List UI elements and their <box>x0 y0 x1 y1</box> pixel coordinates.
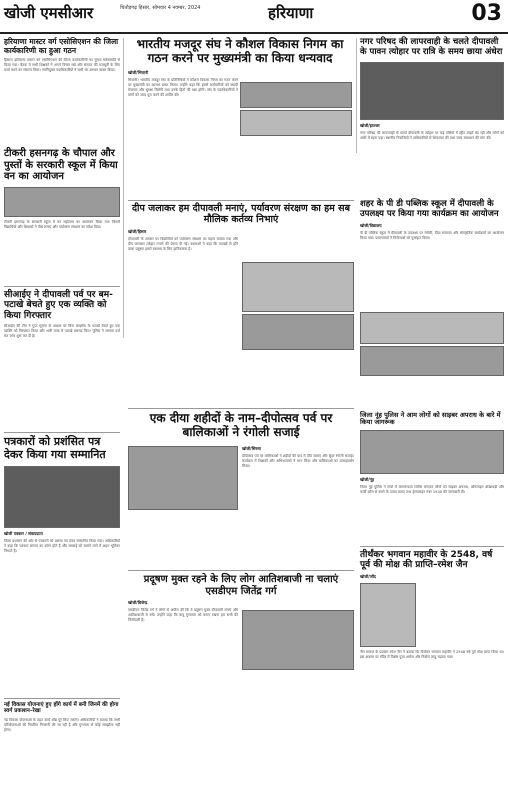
section-divider <box>128 408 354 409</box>
byline: खोजी/जींद <box>360 573 376 579</box>
article-development-plans <box>4 702 120 798</box>
byline: खोजी/नूंह <box>360 476 375 482</box>
article-nagar-parishad <box>360 38 504 187</box>
column-rule <box>356 38 357 153</box>
article-master-association <box>4 38 120 146</box>
headline: हरियाणा मास्टर वर्ग एसोसिएशन की जिला कार्यकारिणी का हुआ गठन <box>4 37 119 55</box>
headline: नई विकास योजनाएं हुए होंगे कार्य में बनी जिनमें की होगा स्वर्ग प्रकाशन–रेखा <box>4 702 119 715</box>
newspaper-brand: खोजी एमसीआर <box>4 4 94 22</box>
portrait-photo <box>360 583 416 647</box>
article-body: नगर परिषद की लापरवाही के चलते दीपावली के त्योहार पर कई गलियों में स्ट्रीट लाइटें बंद रहीं और लोगों को अंधेरे में रहना पड़ा। स्थानीय निवासियों ने अधिकारियों से शिकायत की तथा जल्द समाधान की मांग की। <box>360 130 504 140</box>
news-photo <box>360 312 504 344</box>
byline: खोजी/सिरसा <box>242 446 261 451</box>
column-rule <box>123 38 124 338</box>
article-body: जिला प्रशासन की ओर से पत्रकारों को प्रशंसा पत्र देकर सम्मानित किया गया। अधिकारियों ने कहा कि पत्रकार समाज का दर्पण होते हैं और सच्चाई को सामने लाने में अहम भूमिका निभाते हैं। <box>4 539 120 554</box>
news-photo <box>242 262 354 312</box>
article-tikri-school <box>4 148 120 282</box>
section-divider <box>360 546 504 547</box>
byline: खोजी/झज्जर <box>360 122 380 128</box>
article-body: हिसार। हरियाणा मास्टर वर्ग एसोसिएशन की जिला कार्यकारिणी का चुनाव सर्वसम्मति से किया गया। बैठक में सभी शिक्षकों ने अपने विचार रखे और संगठन की मजबूती के लिए कार्य करने का संकल्प लिया। नवनियुक्त पदाधिकारियों ने सभी का आभार व्यक्त किया। <box>4 58 120 73</box>
headline: दीप जलाकर हम दीपावली मनाएं, पर्यावरण संरक्षण का हम सब मौलिक कर्तव्य निभाएं <box>131 203 351 225</box>
news-photo <box>360 346 504 376</box>
section-divider <box>128 200 354 201</box>
headline: भारतीय मजदूर संघ ने कौशल विकास निगम का गठन करने पर मुख्यमंत्री का किया धन्यवाद <box>136 37 344 65</box>
headline: एक दीया शहीदों के नाम–दीपोत्सव पर्व पर बालिकाओं ने रंगोली सजाई <box>149 411 333 439</box>
article-body: भिवानी। भारतीय मजदूर संघ के प्रतिनिधियों ने कौशल विकास निगम का गठन करने पर मुख्यमंत्री का आभार प्रकट किया। उन्होंने कहा कि इससे कर्मचारियों को स्थायी रोजगार और सुरक्षा मिलेगी तथा उनके हितों की रक्षा होगी। संघ के पदाधिकारियों ने मांगों को जल्द पूरा करने की अपील की। <box>128 77 238 97</box>
news-photo <box>240 110 352 136</box>
section-divider <box>128 570 354 571</box>
article-shaheed-rangoli-body <box>242 446 354 518</box>
headline: पत्रकारों को प्रशंसित पत्र देकर किया गया सम्मानित <box>4 435 106 461</box>
byline: खोजी/भिवानी <box>128 69 149 75</box>
byline: खोजी/हिसार <box>128 228 147 234</box>
article-body: पी डी पब्लिक स्कूल में दीपावली के उपलक्ष्य पर रंगोली, दीया सजावट और सांस्कृतिक कार्यक्रमों का आयोजन किया गया। प्रधानाचार्य ने विजेताओं को पुरस्कृत किया। <box>360 230 504 240</box>
article-body: जिला नूंह पुलिस ने गांवों में जागरूकता शिविर लगाकर लोगों को साइबर अपराध, ऑनलाइन धोखाधड़ी और फर्जी कॉल से बचने के उपाय बताए तथा हेल्पलाइन नंबर 1930 की जानकारी दी। <box>360 484 504 494</box>
article-body: जैन समाज के प्रवक्ता रमेश जैन ने बताया कि तीर्थंकर भगवान महावीर ने 2548 वर्ष पूर्व मोक्ष प्राप्त किया था। इस अवसर पर मंदिर में विशेष पूजा अर्चना और निर्वाण लाडू चढ़ाया गया। <box>360 649 504 659</box>
news-photo <box>4 466 120 528</box>
article-body: दीपावली के अवसर पर विद्यार्थियों को पर्यावरण संरक्षण का महत्व बताया गया और दीप जलाकर त्योहार मनाने की प्रेरणा दी गई। वक्ताओं ने कहा कि पटाखों से होने वाला प्रदूषण हमारे स्वास्थ्य के लिए हानिकारक है। <box>128 236 238 251</box>
article-body: सीआईए की टीम ने गुप्त सूचना के आधार पर बिना लाइसेंस के पटाखे बेचते हुए एक व्यक्ति को गिरफ्तार किया और भारी मात्रा में पटाखे बरामद किए। पुलिस ने मामला दर्ज कर जांच शुरू कर दी है। <box>4 324 120 339</box>
page-number: 03 <box>471 1 502 26</box>
headline: प्रदूषण मुक्त रहने के लिए लोग आतिशबाजी ना चलाएं एसडीएम जितेंद्र गर्ग <box>143 574 339 597</box>
byline: खोजी/बिजेन्द्र <box>128 600 148 605</box>
byline: खोजी/विद्यालय <box>360 222 382 228</box>
headline: सीआईए ने दीपावली पर्व पर बम-पटाखे बेचते हुए एक व्यक्ति को किया गिरफ्तार <box>4 290 113 321</box>
byline: खोजी पत्रकार / संवाददाता <box>4 531 43 537</box>
article-journalists-honored <box>4 436 120 639</box>
masthead <box>0 0 508 34</box>
headline: शहर के पी डी पब्लिक स्कूल में दीपावली के उपलक्ष्य पर किया गया कार्यक्रम का आयोजन <box>360 199 499 219</box>
headline: टीकरी हसनगढ़ के चौपाल और पुस्तों के सरकारी स्कूल में किया वन का आयोजन <box>4 148 118 182</box>
article-body: दीपोत्सव पर्व पर बालिकाओं ने शहीदों की याद में दीये जलाए और सुंदर रंगोली सजाई। कार्यक्रम में शिक्षकों और अभिभावकों ने भाग लिया और बालिकाओं का उत्साहवर्धन किया। <box>242 454 354 468</box>
section-title: हरियाणा <box>268 4 314 22</box>
headline: तीर्थंकर भगवान महावीर के 2548, वर्ष पूर्व की मोक्ष की प्राप्ति–रमेश जैन <box>360 550 493 571</box>
section-divider <box>4 432 120 433</box>
article-cia-arrest <box>4 290 120 436</box>
news-photo <box>4 187 120 217</box>
section-divider <box>4 286 120 287</box>
news-photo <box>360 430 504 474</box>
news-photo <box>128 446 238 510</box>
headline: नगर परिषद की लापरवाही के चलते दीपावली के पावन त्योहार पर रात्रि के समय छाया अंधेरा <box>360 37 503 57</box>
article-body: नई विकास योजनाओं के तहत कार्य शीघ्र पूरे किए जाएंगे। अधिकारियों ने बताया कि सभी परियोजनाओं की नियमित निगरानी की जा रही है और गुणवत्ता से कोई समझौता नहीं होगा। <box>4 717 120 732</box>
article-shaheed-rangoli <box>128 412 354 440</box>
article-body: टीकरी हसनगढ़ के सरकारी स्कूल में वन महोत्सव का आयोजन किया गया जिसमें विद्यार्थियों और शिक्षकों ने पौधे लगाए और पर्यावरण संरक्षण का संदेश दिया। <box>4 219 120 229</box>
dateline: चितौड़गढ़ हिसार, सोमवार 4 नवम्बर, 2024 <box>120 5 201 11</box>
headline: जिला नूंह पुलिस ने आम लोगों को साइबर अपराध के बारे में किया जागरूक <box>360 411 501 427</box>
article-body: एसडीएम जितेंद्र गर्ग ने लोगों से अपील की कि वे प्रदूषण मुक्त दीपावली मनाएं और आतिशबाजी से बचें। उन्होंने कहा कि वायु गुणवत्ता को बनाए रखना हम सभी की जिम्मेदारी है। <box>128 608 238 622</box>
news-photo <box>360 62 504 120</box>
news-photo <box>240 82 352 108</box>
news-photo <box>242 610 354 670</box>
article-pd-school <box>360 200 504 376</box>
article-mahavir <box>360 550 504 800</box>
news-photo <box>242 314 354 350</box>
article-cyber-crime <box>360 412 504 539</box>
section-divider <box>4 698 120 699</box>
